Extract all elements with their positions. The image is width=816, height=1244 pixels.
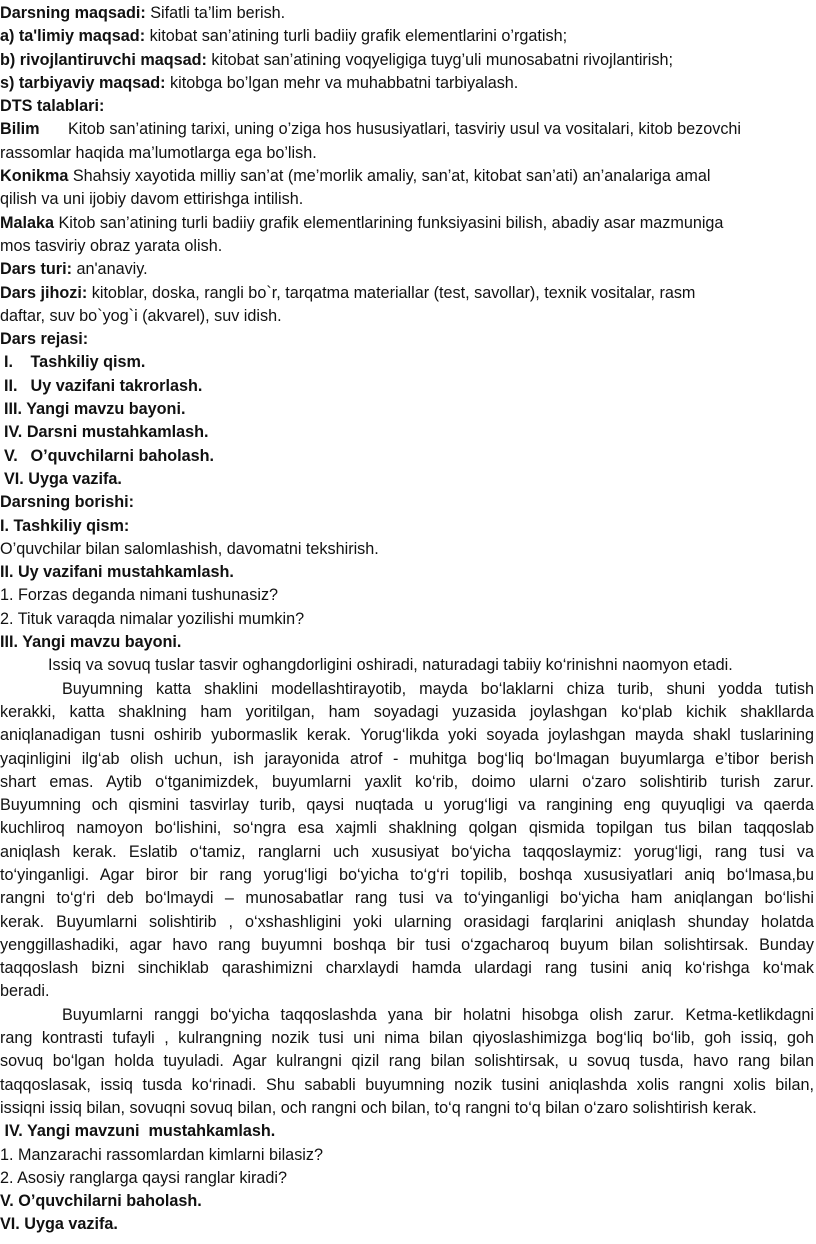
plan-item <box>0 375 814 398</box>
dts-title: DTS talablari: <box>0 97 105 116</box>
paragraph-2-line: to‘yinganligi. Agar biror bir rang yorug‘ligi bo‘yicha to‘g‘ri topilib, boshqa xususiyatlari aniq bo‘lmasa,bu <box>0 865 814 884</box>
goal-label: Darsning maqsadi: <box>0 4 146 22</box>
section-1-text: O’quvchilar bilan salomlashish, davomatni tekshirish. <box>0 539 379 558</box>
goal-a-text: kitobat san’atining turli badiiy grafik elementlarini o’rgatish; <box>145 27 568 46</box>
section-1-title: I. Tashkiliy qism: <box>0 516 130 535</box>
paragraph-2-line: rangni to‘g‘ri deb bo‘lmaydi – munosabatlar rang tusi va to‘yinganligi bo‘yicha ham aniqlangan bo‘lishi <box>0 889 814 908</box>
process-title: Darsning borishi: <box>0 493 135 512</box>
plan-item <box>0 468 814 491</box>
section-4-title: IV. Yangi mavzuni mustahkamlash. <box>0 1122 276 1141</box>
plan-item-text: O’quvchilarni baholash. <box>30 446 214 465</box>
lesson-equipment-label: Dars jihozi: <box>0 283 88 302</box>
section-4-question-2: 2. Asosiy ranglarga qaysi ranglar kiradi? <box>0 1168 288 1187</box>
lesson-type-label: Dars turi: <box>0 260 72 279</box>
goal-b-text: kitobat san’atining voqyeligiga tuyg’uli munosabatni rivojlantirish; <box>206 50 673 69</box>
lesson-type-line <box>0 258 814 281</box>
section-2-title: II. Uy vazifani mustahkamlash. <box>0 563 234 582</box>
plan-item-number: V. <box>4 446 18 465</box>
paragraph-2-line: yaqinligini ilg‘ab olish uchun, ish jarayonida atrof - muhitga bog‘liq bo‘lmagan buyumlarga e’tibor berish <box>0 749 814 768</box>
dts-malaka-line-2: mos tasviriy obraz yarata olish. <box>0 236 223 255</box>
plan-item <box>0 351 814 374</box>
dts-malaka-label: Malaka <box>0 213 54 232</box>
paragraph-2-line: shart emas. Aytib o‘tganimizdek, buyumlarni yaxlit ko‘rib, doimo ularni o‘zaro solishtirib turish zarur. <box>0 772 814 791</box>
paragraph-2-line: Buyumning katta shaklini modellashtirayotib, mayda bo‘laklarni chiza turib, shuni yodda tutish <box>62 679 814 698</box>
plan-item-number: I. <box>4 353 13 372</box>
goal-a-line <box>0 25 814 48</box>
paragraph-2-line: kerak. Buyumlarni solishtirib , o‘xshashligini yoki ularning orasidagi farqlarini aniqlash shunday holatda <box>0 912 814 931</box>
plan-item-text: Uy vazifani takrorlash. <box>30 376 203 395</box>
dts-malaka-line-1 <box>0 212 814 235</box>
paragraph-2-line: Buyumning och qismini tasvirlay turib, qaysi nuqtada u yorug‘ligi va rangining eng quyuqligi va qaerda <box>0 796 814 815</box>
goal-s-label: s) tarbiyaviy maqsad: <box>0 73 166 92</box>
lesson-equipment-line-2: daftar, suv bo`yog`i (akvarel), suv idish. <box>0 306 282 325</box>
plan-title: Dars rejasi: <box>0 330 89 349</box>
plan-item-number: III. <box>4 400 22 419</box>
dts-bilim-line-2: rassomlar haqida ma’lumotlarga ega bo’lish. <box>0 143 317 162</box>
lesson-equipment-line-1 <box>0 282 814 305</box>
section-5-title: V. O’quvchilarni baholash. <box>0 1192 202 1211</box>
paragraph-2-line: kuchliroq namoyon bo‘lishini, so‘ngra esa xajmli shaklning qolgan qismida topilgan tus bilan taqqoslab <box>0 819 814 838</box>
plan-item-text: Darsni mustahkamlash. <box>26 423 209 442</box>
goal-s-text: kitobga bo’lgan mehr va muhabbatni tarbiyalash. <box>165 73 519 92</box>
goal-s-line <box>0 72 814 95</box>
paragraph-2-line: taqqoslash bizni sinchiklab qarashimizni charxlaydi hamda ulardagi rang tusini aniq ko‘rishga ko‘mak <box>0 959 814 978</box>
paragraph-3-line: Buyumlarni ranggi bo‘yicha taqqoslashda yana bir holatni hisobga olish zarur. Ketma-ketlikdagni <box>62 1005 814 1024</box>
paragraph-3-line: taqqoslasak, issiq tusda ko‘rinadi. Shu sababli buyumning nozik tusini aniqlashda xolis rangni xolis bilan, <box>0 1075 814 1094</box>
plan-item-text: Yangi mavzu bayoni. <box>26 400 186 419</box>
dts-bilim-line-1 <box>0 118 814 141</box>
dts-bilim-label: Bilim <box>0 120 40 139</box>
paragraph-2-line: kerakki, katta shaklning ham yoritilgan, ham soyadagi yuzasida joylashgan ko‘plab kichik shakllarda <box>0 702 814 721</box>
goal-b-line <box>0 49 814 72</box>
paragraph-2-line: aniqlanadigan tusni oshirib yubormaslik kerak. Yorug‘likda yoki soyada joylashgan mayda shakl tuslarining <box>0 726 814 745</box>
dts-malaka-text-1: Kitob san’atining turli badiiy grafik elementlarining funksiyasini bilish, abadiy asar mazmuniga <box>54 213 724 232</box>
lesson-equipment-text-1: kitoblar, doska, rangli bo`r, tarqatma materiallar (test, savollar), texnik vositalar, rasm <box>87 283 696 302</box>
section-4-question-1: 1. Manzarachi rassomlardan kimlarni bilasiz? <box>0 1145 323 1164</box>
plan-item-text: Uyga vazifa. <box>28 469 122 488</box>
goal-text: Sifatli ta’lim berish. <box>145 4 286 22</box>
plan-item-number: II. <box>4 376 18 395</box>
paragraph-3-line: issiqni issiq bilan, sovuqni sovuq bilan, och rangni och bilan, to‘q rangni to‘q bilan o‘zaro solishtirish kerak. <box>0 1098 757 1117</box>
dts-konikma-label: Konikma <box>0 167 69 186</box>
section-6-title: VI. Uyga vazifa. <box>0 1215 118 1234</box>
dts-konikma-line-1 <box>0 165 814 188</box>
paragraph-2-line: beradi. <box>0 982 50 1001</box>
dts-konikma-text-1: Shahsiy xayotida milliy san’at (me’morlik amaliy, san’at, kitobat san’ati) an’analariga amal <box>68 167 711 186</box>
plan-item-text: Tashkiliy qism. <box>30 353 146 372</box>
goal-line <box>0 2 814 25</box>
plan-item-number: VI. <box>4 469 24 488</box>
paragraph-2-line: yenggillashadiki, agar havo rang buyumni boshqa bir tusi o‘zgacharoq buyum bilan solishtirsak. Bunday <box>0 935 814 954</box>
section-2-question-1: 1. Forzas deganda nimani tushunasiz? <box>0 586 279 605</box>
lesson-type-text: an'anaviy. <box>71 260 148 279</box>
dts-konikma-line-2: qilish va uni ijobiy davom ettirishga intilish. <box>0 190 304 209</box>
plan-item <box>0 421 814 444</box>
goal-b-label: b) rivojlantiruvchi maqsad: <box>0 50 207 69</box>
plan-item <box>0 398 814 421</box>
paragraph-3-line: sovuq bo‘lgan holda tuyuladi. Agar kulrangni qizil rang bilan solishtirsak, u sovuq tusda, havo rang bilan <box>0 1052 814 1071</box>
plan-item-number: IV. <box>4 423 23 442</box>
paragraph-3-line: rang kontrasti tufayli , kulrangning nozik tusi uni nima bilan qiyoslashimizga bog‘liq bo‘lib, goh issiq, goh <box>0 1029 814 1048</box>
plan-item <box>0 445 814 468</box>
paragraph-2-line: aniqlash kerak. Eslatib o‘tamiz, ranglarni uch xususiyat bo‘yicha taqqoslaymiz: yorug‘ligi, rang tusi va <box>0 842 814 861</box>
section-2-question-2: 2. Tituk varaqda nimalar yozilishi mumkin? <box>0 609 305 628</box>
dts-bilim-text-1: Kitob san’atining tarixi, uning o’ziga hos hususiyatlari, tasviriy usul va vositalari, kitob bezovchi <box>68 120 742 139</box>
section-3-title: III. Yangi mavzu bayoni. <box>0 633 182 652</box>
goal-a-label: a) ta'limiy maqsad: <box>0 27 146 46</box>
paragraph-1: Issiq va sovuq tuslar tasvir oghangdorligini oshiradi, naturadagi tabiiy ko‘rinishni naomyon etadi. <box>48 656 733 675</box>
